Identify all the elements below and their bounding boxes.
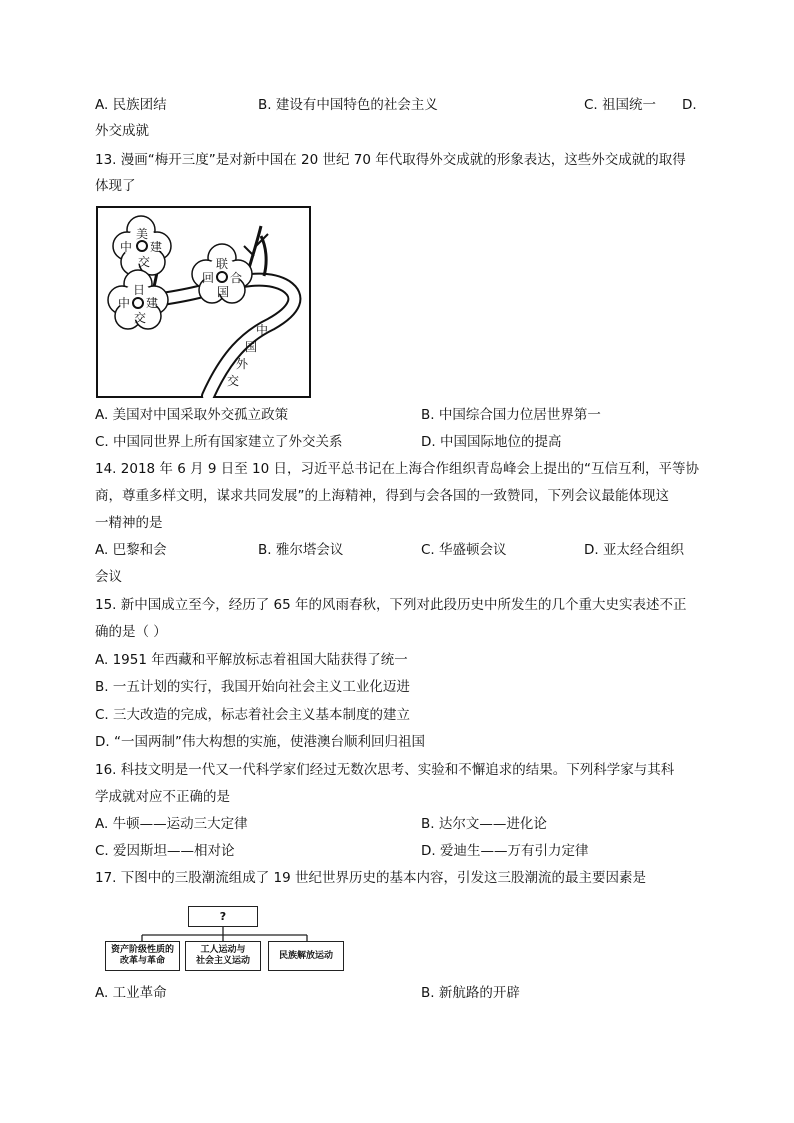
q16-option-c: C. 爱因斯坦——相对论 — [95, 843, 235, 859]
diagram-box-workers-socialism — [185, 941, 261, 971]
trends-diagram — [105, 904, 345, 974]
box1-line1: 资产阶级性质的 — [110, 945, 174, 955]
q16-stem-line1: 16. 科技文明是一代又一代科学家们经过无数次思考、实验和不懈追求的结果。下列科学家与其科 — [95, 762, 675, 778]
q14-stem-line3: 一精神的是 — [95, 515, 163, 531]
flower1-char-1: 美 — [136, 227, 149, 241]
q14-option-d: D. 亚太经合组织 — [584, 542, 684, 558]
q14-stem-line2: 商，尊重多样文明，谋求共同发展”的上海精神，得到与会各国的一致赞同，下列会议最能体现这 — [95, 488, 669, 504]
q15-option-d: D. “一国两制”伟大构想的实施，使港澳台顺利回归祖国 — [95, 734, 425, 750]
q16-option-a: A. 牛顿——运动三大定律 — [95, 816, 248, 832]
branch-char-1: 中 — [256, 323, 269, 337]
q12-option-a: A. 民族团结 — [95, 97, 167, 113]
branch-char-3: 外 — [236, 357, 249, 371]
q15-stem-line1: 15. 新中国成立至今，经历了 65 年的风雨春秋，下列对此段历史中所发生的几个重大史实表述不正 — [95, 597, 687, 613]
flower1-char-4: 交 — [138, 255, 151, 269]
q13-option-b: B. 中国综合国力位居世界第一 — [421, 407, 601, 423]
diagram-box-national-liberation: 民族解放运动 — [268, 941, 344, 971]
box2-line1: 工人运动与 — [200, 945, 246, 955]
diagram-top-box: ? — [188, 906, 258, 927]
q12-option-b: B. 建设有中国特色的社会主义 — [258, 97, 438, 113]
q15-option-b: B. 一五计划的实行，我国开始向社会主义工业化迈进 — [95, 679, 410, 695]
q15-option-a: A. 1951 年西藏和平解放标志着祖国大陆获得了统一 — [95, 652, 408, 668]
q12-option-d-continued: 外交成就 — [95, 123, 149, 139]
branch-char-4: 交 — [227, 374, 240, 388]
q14-option-b: B. 雅尔塔会议 — [258, 542, 344, 558]
q12-option-c: C. 祖国统一 — [584, 97, 657, 113]
branch-char-2: 国 — [245, 340, 258, 354]
q16-option-b: B. 达尔文——进化论 — [421, 816, 547, 832]
q14-option-c: C. 华盛顿会议 — [421, 542, 507, 558]
q13-stem-line2: 体现了 — [95, 178, 136, 194]
q16-stem-line2: 学成就对应不正确的是 — [95, 789, 230, 805]
q13-option-c: C. 中国同世界上所有国家建立了外交关系 — [95, 434, 343, 450]
q12-option-d: D. — [682, 97, 697, 113]
q14-stem-line1: 14. 2018 年 6 月 9 日至 10 日，习近平总书记在上海合作组织青岛峰会上提出的“互信互利，平等协 — [95, 461, 700, 477]
q17-option-b: B. 新航路的开辟 — [421, 985, 520, 1001]
box1-line2: 改革与革命 — [119, 956, 165, 966]
flower3-char-1: 日 — [133, 283, 146, 297]
flower3-char-4: 交 — [134, 311, 147, 325]
q13-stem-line1: 13. 漫画“梅开三度”是对新中国在 20 世纪 70 年代取得外交成就的形象表达，这些外交成就的取得 — [95, 152, 686, 168]
flower2-char-2: 回 — [202, 271, 215, 285]
flower2-char-3: 合 — [230, 271, 243, 285]
plum-blossom-cartoon — [96, 206, 311, 398]
box2-line2: 社会主义运动 — [195, 956, 250, 966]
flower2-char-1: 联 — [216, 257, 229, 271]
q15-option-c: C. 三大改造的完成，标志着社会主义基本制度的建立 — [95, 707, 411, 723]
flower3-char-3: 建 — [146, 296, 159, 310]
q13-option-a: A. 美国对中国采取外交孤立政策 — [95, 407, 289, 423]
flower1-char-2: 中 — [120, 240, 133, 254]
flower3-char-2: 中 — [118, 296, 131, 310]
flower2-char-4: 国 — [217, 285, 230, 299]
q13-option-d: D. 中国国际地位的提高 — [421, 434, 562, 450]
q14-option-d-continued: 会议 — [95, 569, 122, 585]
q16-option-d: D. 爱迪生——万有引力定律 — [421, 843, 589, 859]
q17-option-a: A. 工业革命 — [95, 985, 167, 1001]
q15-stem-line2: 确的是（ ） — [95, 624, 167, 640]
diagram-box-reform-revolution — [105, 941, 180, 971]
flower1-char-3: 建 — [150, 240, 163, 254]
q17-stem-line1: 17. 下图中的三股潮流组成了 19 世纪世界历史的基本内容，引发这三股潮流的最主要因素是 — [95, 870, 647, 886]
q14-option-a: A. 巴黎和会 — [95, 542, 167, 558]
